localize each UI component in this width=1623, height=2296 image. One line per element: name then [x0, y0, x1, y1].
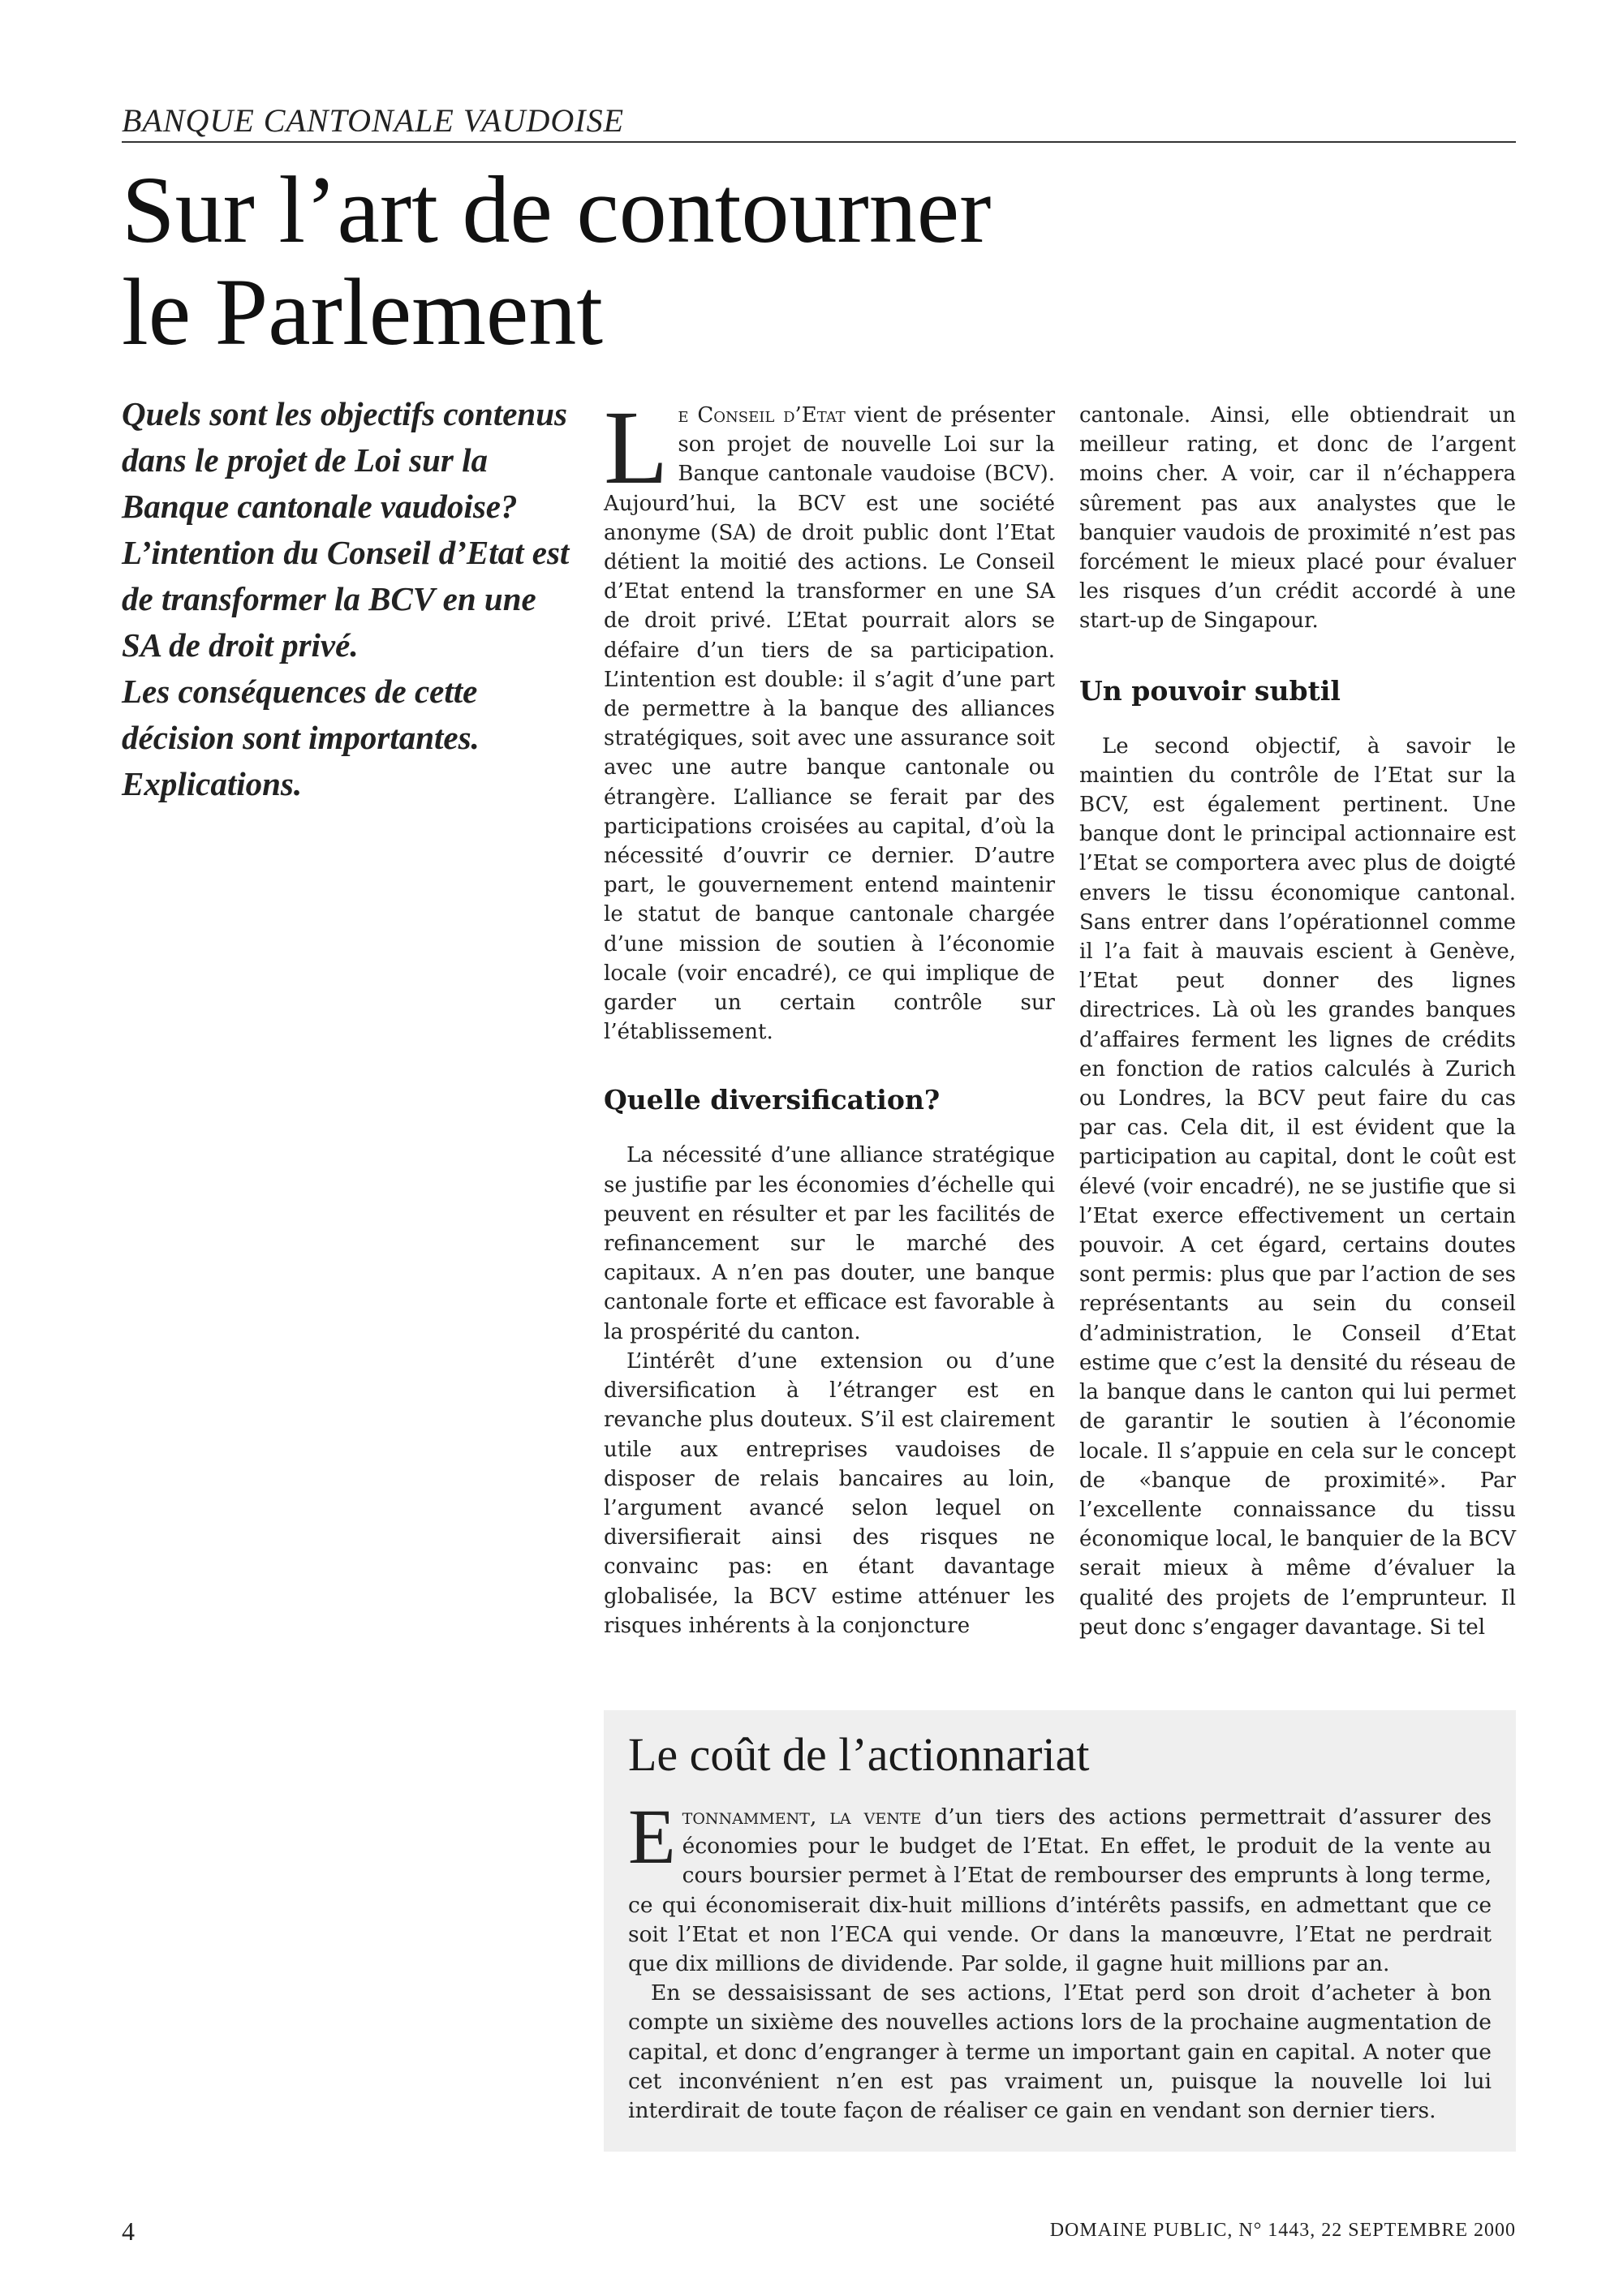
box-drop-cap: E [628, 1793, 676, 1880]
box-title: Le coût de l’actionnariat [628, 1728, 1090, 1781]
lead-paragraph-3: Les conséquences de cette décision sont importantes. Explications. [122, 673, 480, 802]
lead-paragraph-2: L’intention du Conseil d’Etat est de transformer la BCV en une SA de droit privé. [122, 534, 570, 664]
article-paragraph-3: L’intérêt d’une extension ou d’une diversification à l’étranger est en revanche plus douteux. S’il est clairement utile aux entreprises vaudoises de disposer de relais bancaires au loin, l’argument avancé selon lequel on diversifierait ainsi des risques ne convainc pas: en étant davantage globalisée, la BCV estime atténuer les risques inhérents à la conjoncture [604, 1348, 1055, 1638]
box-body [628, 1793, 1492, 2126]
article-paragraph-3-continued: cantonale. Ainsi, elle obtiendrait un meilleur rating, et donc de l’argent moins cher. A voir, car il n’échappera sûrement pas aux analystes que le banquier vaudois de proximité n’est pas forcément le mieux placé pour évaluer les risques d’un crédit accordé à une start-up de Singapour. [1079, 403, 1516, 634]
section-rubric: BANQUE CANTONALE VAUDOISE [122, 102, 1516, 143]
box-paragraph-1 [628, 1793, 1492, 1979]
sidebar-box [604, 1710, 1516, 2152]
box-paragraph-1-text: d’un tiers des actions permettrait d’assurer des économies pour le budget de l’Etat. En effet, le produit de la vente au cours boursier permet à l’Etat de rembourser des emprunts à long terme, ce qui économiserait dix-huit millions d’intérêts passifs, en admettant que ce soit l’Etat et non l’ECA qui vende. Or dans la manœuvre, l’Etat ne perdrait que dix millions de dividende. Par solde, il gagne huit millions par an. [628, 1804, 1492, 1977]
box-intro-small-caps: tonnamment, la vente [682, 1804, 922, 1829]
article-paragraph-1 [604, 389, 1056, 1047]
paragraph-1-text: vient de présenter son projet de nouvelle Loi sur la Banque cantonale vaudoise (BCV). Aujourd’hui, la BCV est une société anonyme (SA) de droit public dont l’Etat détient la moitié des actions. Le Conseil d’Etat entend la transformer en une SA de droit privé. L’Etat pourrait alors se défaire d’un tiers de sa participation. L’intention est double: il s’agit d’une part de permettre à la banque des alliances stratégiques, soit avec une assurance soit avec une autre banque cantonale ou étrangère. L’alliance se ferait par des participations croisées au capital, d’où la nécessité d’ouvrir ce dernier. D’autre part, le gouvernement entend maintenir le statut de banque cantonale chargée d’une mission de soutien à l’économie locale (voir encadré), ce qui implique de garder un certain contrôle sur l’établissement. [604, 403, 1056, 1045]
article-column-1 [604, 389, 1056, 1640]
page-number: 4 [122, 2216, 135, 2246]
article-paragraph-4: Le second objectif, à savoir le maintien du contrôle de l’Etat sur la BCV, est également pertinent. Une banque dont le principal actionnaire est l’Etat se comportera avec plus de doigté envers le tissu économique cantonal. Sans entrer dans l’opérationnel comme il l’a fait à mauvais escient à Genève, l’Etat peut donner des lignes directrices. Là où les grandes banques d’affaires ferment les lignes de crédits en fonction de ratios calculés à Zurich ou Londres, la BCV peut faire du cas par cas. Cela dit, il est évident que la participation au capital, dont le coût est élevé (voir encadré), ne se justifie que si l’Etat exerce effectivement un certain pouvoir. A cet égard, certains doutes sont permis: plus que par l’action de ses représentants au sein du conseil d’administration, le Conseil d’Etat estime que c’est la densité du réseau de la banque dans le canton qui lui permet de garantir le soutien à l’économie locale. Il s’appuie en cela sur le concept de «banque de proximité». Par l’excellente connaissance du tissu économique local, le banquier de la BCV serait mieux à même d’évaluer la qualité des projets de l’emprunteur. Il peut donc s’engager davantage. Si tel [1079, 733, 1516, 1640]
article-title [122, 159, 1258, 363]
publication-footer: DOMAINE PUBLIC, N° 1443, 22 SEPTEMBRE 2000 [1049, 2220, 1516, 2241]
article-column-2 [1079, 401, 1516, 1642]
article-lead [122, 391, 576, 807]
intro-small-caps: e Conseil d’Etat [678, 403, 846, 428]
box-paragraph-2: En se dessaisissant de ses actions, l’Etat perd son droit d’acheter à bon compte un sixième des nouvelles actions lors de la prochaine augmentation de capital, et donc d’engranger à terme un important gain en capital. A noter que cet inconvénient n’en est pas vraiment un, puisque la nouvelle loi lui interdirait de toute façon de réaliser ce gain en vendant son dernier tiers. [628, 1980, 1492, 2124]
article-paragraph-2: La nécessité d’une alliance stratégique se justifie par les économies d’échelle qui peuvent en résulter et par les facilités de refinancement sur le marché des capitaux. A n’en pas douter, une banque cantonale forte et efficace est favorable à la prospérité du canton. [604, 1143, 1055, 1344]
subheading-quelle-diversification: Quelle diversification? [604, 1084, 941, 1116]
title-line-2: le Parlement [122, 259, 604, 365]
lead-paragraph-1: Quels sont les objectifs contenus dans le projet de Loi sur la Banque cantonale vaudoise? [122, 395, 567, 525]
drop-cap: L [604, 389, 669, 506]
title-line-1: Sur l’art de contourner [122, 157, 992, 263]
subheading-un-pouvoir-subtil: Un pouvoir subtil [1079, 674, 1341, 707]
